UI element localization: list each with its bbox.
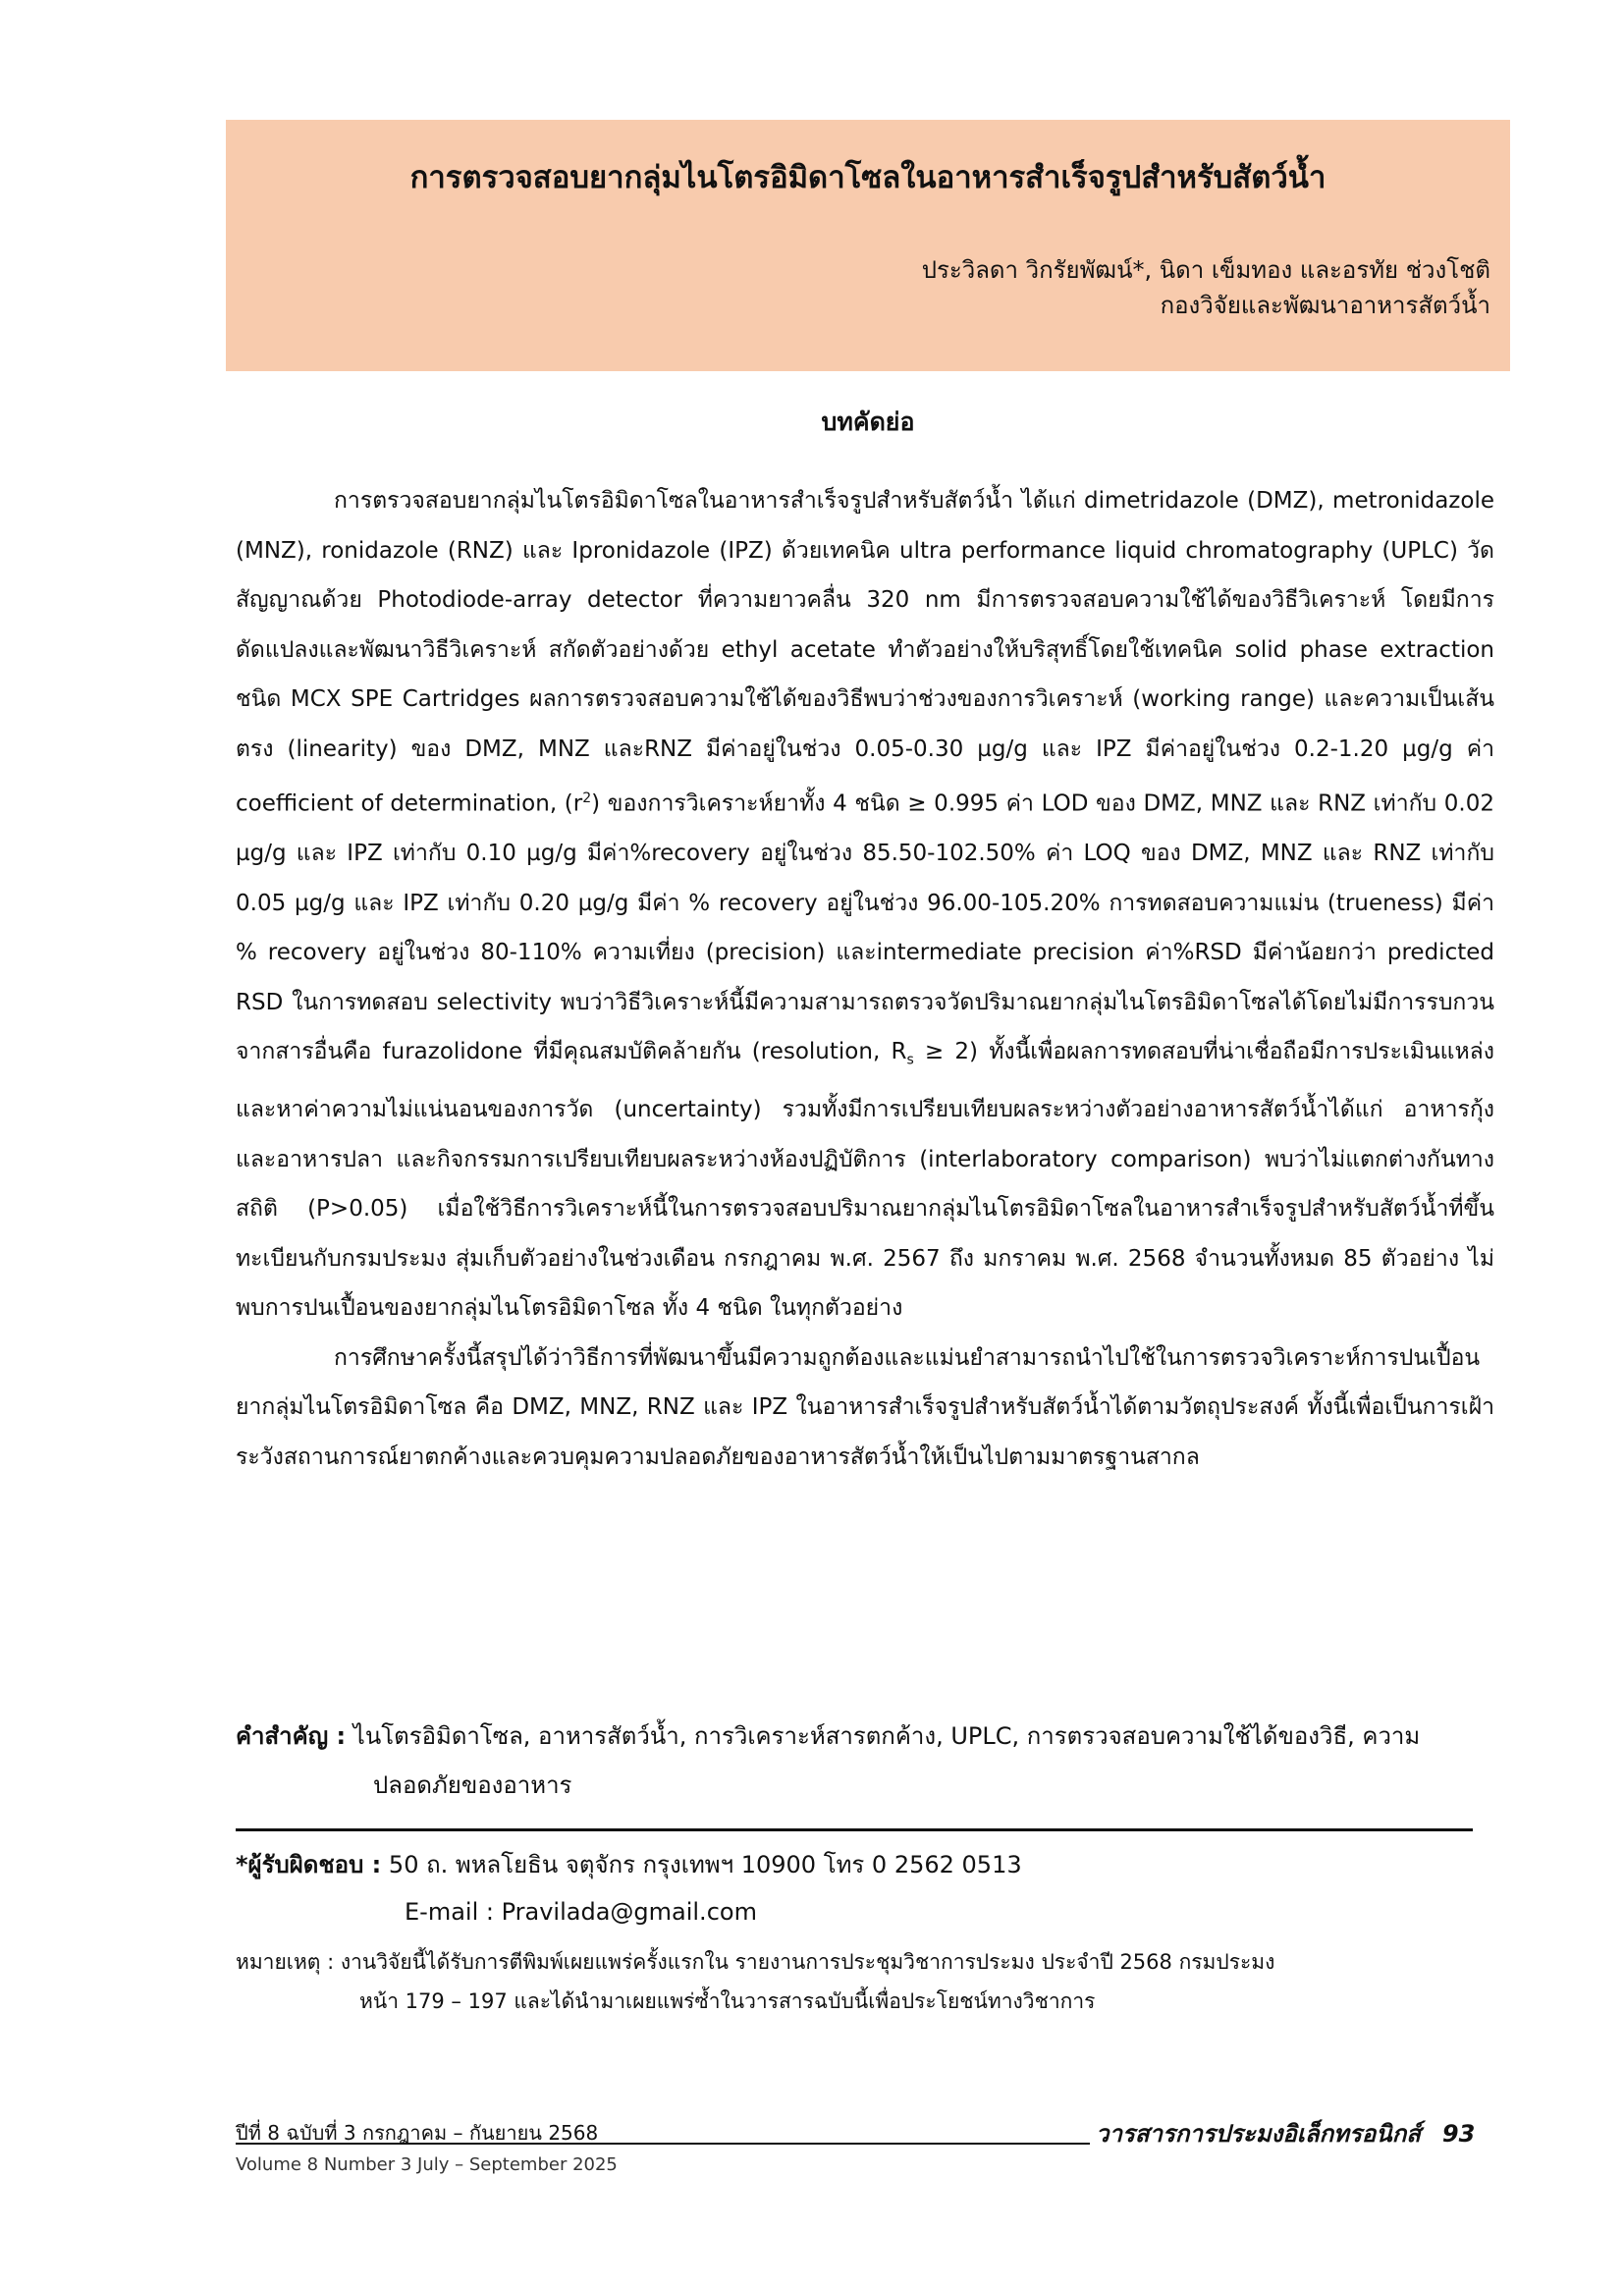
contact-email: E-mail : Pravilada@gmail.com <box>405 1898 757 1926</box>
subscript: s <box>906 1052 914 1068</box>
superscript: 2 <box>582 790 592 806</box>
keywords-text: ไนโตรอิมิดาโซล, อาหารสัตว์น้ำ, การวิเคราะห์สารตกค้าง, UPLC, การตรวจสอบความใช้ได้ของวิธี, ความปลอดภัยของอาหาร <box>352 1722 1421 1799</box>
abstract-text-part: ) ของการวิเคราะห์ยาทั้ง 4 ชนิด ≥ 0.995 ค่า LOD ของ DMZ, MNZ และ RNZ เท่ากับ 0.02 µg/g และ IPZ เท่ากับ 0.10 µg/g มีค่า%recovery อยู่ในช่วง 85.50-102.50% ค่า LOQ ของ DMZ, MNZ และ RNZ เท่ากับ 0.05 µg/g และ IPZ เท่ากับ 0.20 µg/g มีค่า % recovery อยู่ในช่วง 96.00-105.20% การทดสอบความแม่น (trueness) มีค่า % recovery อยู่ในช่วง 80-110% ความเที่ยง (precision) และintermediate precision ค่า%RSD มีค่าน้อยกว่า predicted RSD ในการทดสอบ selectivity พบว่าวิธีวิเคราะห์นี้มีความสามารถตรวจวัดปริมาณยากลุ่มไนโตรอิมิดาโซลได้โดยไม่มีการรบกวนจากสารอื่นคือ furazolidone ที่มีคุณสมบัติคล้ายกัน (resolution, R <box>236 790 1494 1065</box>
title-block <box>226 120 1510 371</box>
abstract-body <box>236 476 1494 1482</box>
publication-note <box>236 1942 1512 2021</box>
keywords-label: คำสำคัญ : <box>236 1722 347 1750</box>
journal-name: วารสารการประมงอิเล็กทรอนิกส์ <box>1096 2120 1421 2148</box>
note-line-2: หน้า 179 – 197 และได้นำมาเผยแพร่ซ้ำในวารสารฉบับนี้เพื่อประโยชน์ทางวิชาการ <box>359 1989 1096 2013</box>
note-line-1: หมายเหตุ : งานวิจัยนี้ได้รับการตีพิมพ์เผยแพร่ครั้งแรกใน รายงานการประชุมวิชาการประมง ประจำปี 2568 กรมประมง <box>236 1950 1275 1974</box>
footer-volume-english: Volume 8 Number 3 July – September 2025 <box>236 2154 618 2175</box>
abstract-heading: บทคัดย่อ <box>821 408 915 436</box>
affiliation: กองวิจัยและพัฒนาอาหารสัตว์น้ำ <box>1160 291 1490 319</box>
contact-label: *ผู้รับผิดชอบ : <box>236 1851 382 1878</box>
abstract-text-part: การตรวจสอบยากลุ่มไนโตรอิมิดาโซลในอาหารสำเร็จรูปสำหรับสัตว์น้ำ ได้แก่ dimetridazole (DMZ), metronidazole (MNZ), ronidazole (RNZ) และ Ipronidazole (IPZ) ด้วยเทคนิค ultra performance liquid chromatography (UPLC) วัดสัญญาณด้วย Photodiode-array detector ที่ความยาวคลื่น 320 nm มีการตรวจสอบความใช้ได้ของวิธีวิเคราะห์ โดยมีการดัดแปลงและพัฒนาวิธีวิเคราะห์ สกัดตัวอย่างด้วย ethyl acetate ทำตัวอย่างให้บริสุทธิ์โดยใช้เทคนิค solid phase extraction ชนิด MCX SPE Cartridges ผลการตรวจสอบความใช้ได้ของวิธีพบว่าช่วงของการวิเคราะห์ (working range) และความเป็นเส้นตรง (linearity) ของ DMZ, MNZ และRNZ มีค่าอยู่ในช่วง 0.05-0.30 µg/g และ IPZ มีค่าอยู่ในช่วง 0.2-1.20 µg/g ค่า coefficient of determination, (r <box>236 488 1494 817</box>
abstract-paragraph-2: การศึกษาครั้งนี้สรุปได้ว่าวิธีการที่พัฒนาขึ้นมีความถูกต้องและแม่นยำสามารถนำไปใช้ในการตรวจวิเคราะห์การปนเปื้อนยากลุ่มไนโตรอิมิดาโซล คือ DMZ, MNZ, RNZ และ IPZ ในอาหารสำเร็จรูปสำหรับสัตว์น้ำได้ตามวัตถุประสงค์ ทั้งนี้เพื่อเป็นการเฝ้าระวังสถานการณ์ยาตกค้างและควบคุมความปลอดภัยของอาหารสัตว์น้ำให้เป็นไปตามมาตรฐานสากล <box>236 1344 1494 1470</box>
abstract-text-part: ≥ 2) ทั้งนี้เพื่อผลการทดสอบที่น่าเชื่อถือมีการประเมินแหล่งและหาค่าความไม่แน่นอนของการวัด (uncertainty) รวมทั้งมีการเปรียบเทียบผลระหว่างตัวอย่างอาหารสัตว์น้ำได้แก่ อาหารกุ้ง และอาหารปลา และกิจกรรมการเปรียบเทียบผลระหว่างห้องปฏิบัติการ (interlaboratory comparison) พบว่าไม่แตกต่างกันทางสถิติ (P>0.05) เมื่อใช้วิธีการวิเคราะห์นี้ในการตรวจสอบปริมาณยากลุ่มไนโตรอิมิดาโซลในอาหารสำเร็จรูปสำหรับสัตว์น้ำที่ขึ้นทะเบียนกับกรมประมง สุ่มเก็บตัวอย่างในช่วงเดือน กรกฎาคม พ.ศ. 2567 ถึง มกราคม พ.ศ. 2568 จำนวนทั้งหมด 85 ตัวอย่าง ไม่พบการปนเปื้อนของยากลุ่มไนโตรอิมิดาโซล ทั้ง 4 ชนิด ในทุกตัวอย่าง <box>236 1039 1494 1322</box>
abstract-paragraph-1 <box>236 476 1494 1334</box>
footer-issue-thai: ปีที่ 8 ฉบับที่ 3 กรกฎาคม – กันยายน 2568 <box>236 2121 599 2145</box>
divider <box>236 1828 1473 1831</box>
page-number: 93 <box>1441 2120 1476 2148</box>
contact-address: 50 ถ. พหลโยธิน จตุจักร กรุงเทพฯ 10900 โทร 0 2562 0513 <box>388 1851 1022 1878</box>
contact-address-line <box>236 1841 1494 1888</box>
paper-title: การตรวจสอบยากลุ่มไนโตรอิมิดาโซลในอาหารสำเร็จรูปสำหรับสัตว์น้ำ <box>409 160 1326 195</box>
corresponding-author <box>236 1841 1494 1935</box>
footer-divider <box>236 2143 1090 2145</box>
footer-journal <box>1096 2114 1475 2152</box>
keywords <box>236 1712 1494 1810</box>
authors: ประวิลดา วิกรัยพัฒน์*, นิดา เข็มทอง และอรทัย ช่วงโชติ <box>921 255 1490 284</box>
